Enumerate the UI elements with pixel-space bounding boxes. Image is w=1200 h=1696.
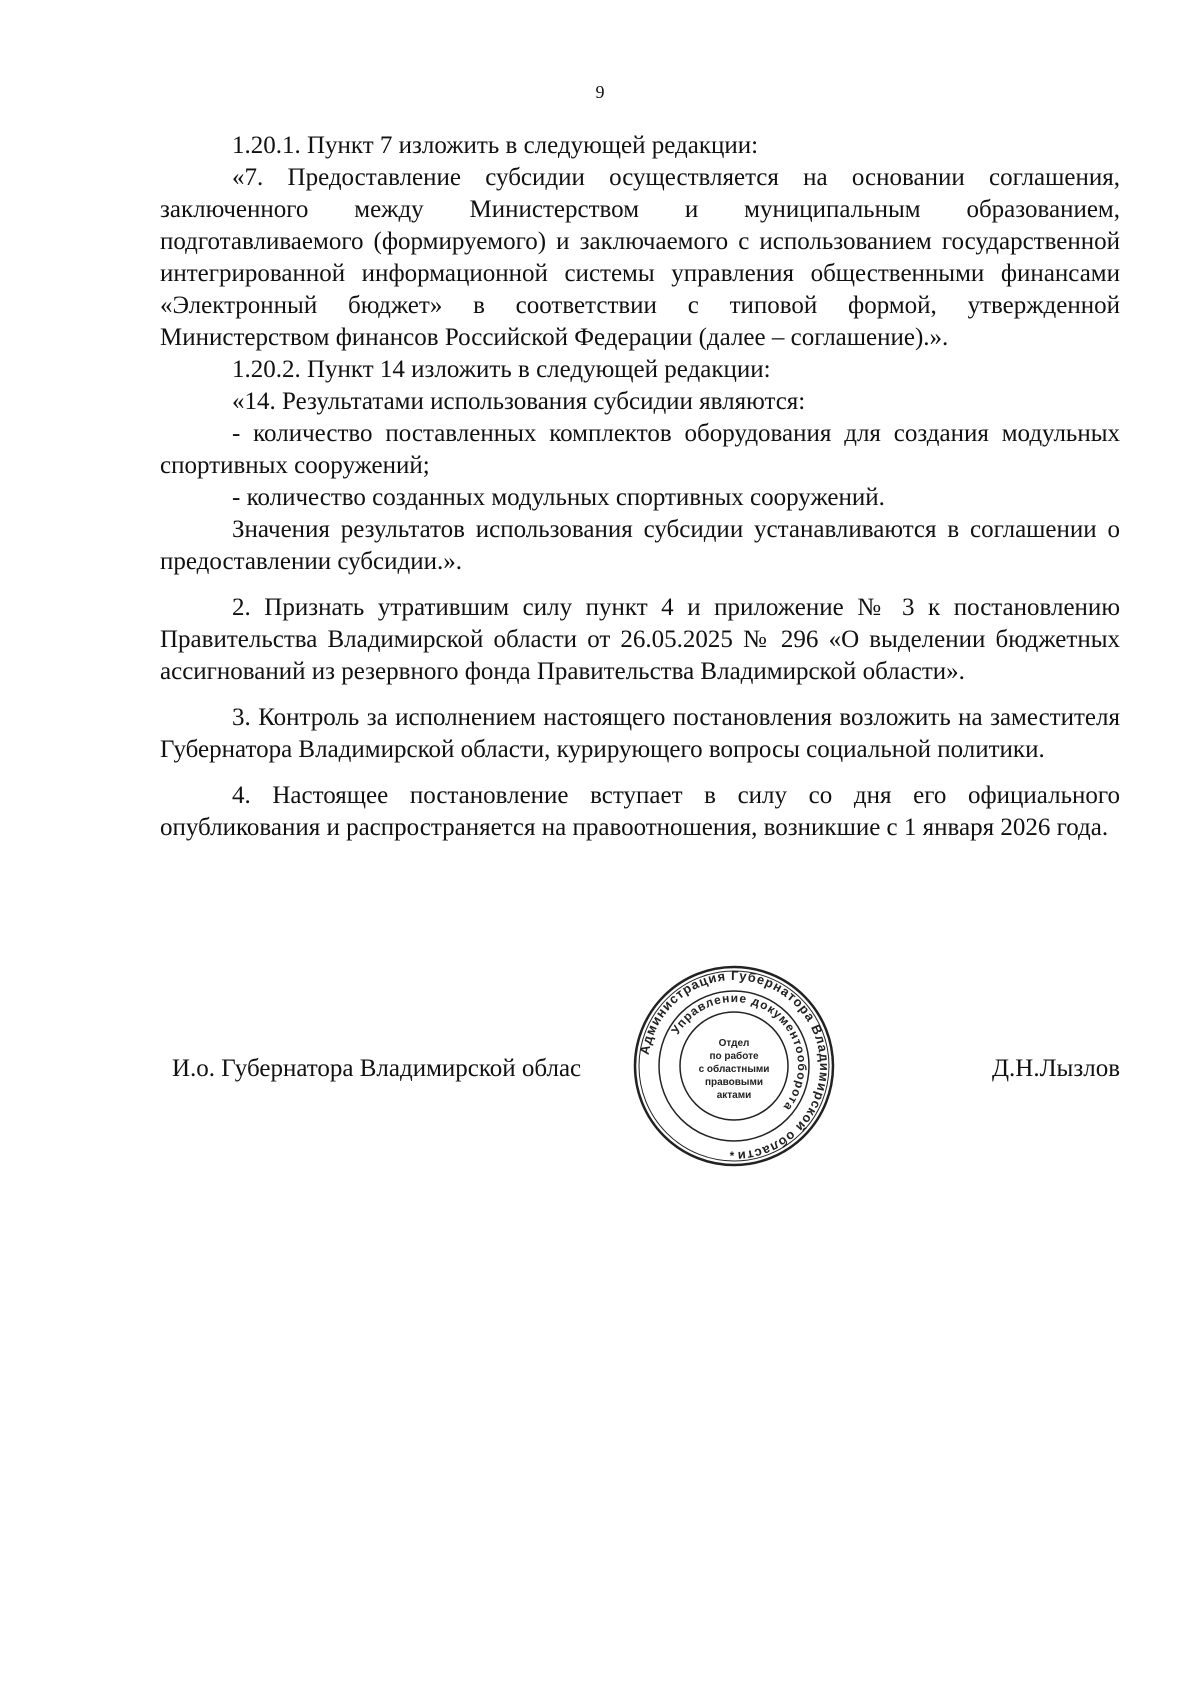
stamp-star: * [729,1149,735,1163]
stamp-inner-text: Управление документооборота [668,990,810,1115]
stamp-center-line-1: Отдел [718,1038,750,1049]
result-item-equipment: - количество поставленных комплектов оборудования для создания модульных спортивных сооружений; [160,420,1120,479]
page-number: 9 [595,82,605,102]
stamp-center-line-2: по работе [709,1051,759,1062]
signatory-title: И.о. Губернатора Владимирской облас [172,1055,582,1082]
stamp-center-line-4: правовыми [704,1077,764,1088]
paragraph-result-values: Значения результатов использования субсидии устанавливаются в соглашении о предоставлении субсидии.». [160,516,1120,575]
paragraph-1-20-1: 1.20.1. Пункт 7 изложить в следующей редакции: [232,132,759,159]
paragraph-1-20-2: 1.20.2. Пункт 14 изложить в следующей редакции: [232,356,771,383]
stamp-center-line-5: актами [716,1090,752,1101]
stamp-outer-text: Администрация Губернатора Владимирской области [636,967,833,1165]
paragraph-2: 2. Признать утратившим силу пункт 4 и приложение № 3 к постановлению Правительства Владимирской области от 26.05.2025 № 296 «О выделении бюджетных ассигнований из резервного фонда Правительства Владимирской области». [160,594,1120,685]
paragraph-3: 3. Контроль за исполнением настоящего постановления возложить на заместителя Губернатора Владимирской области, курирующего вопросы социальной политики. [160,704,1120,763]
paragraph-item-14: «14. Результатами использования субсидии являются: [232,388,806,415]
paragraph-4: 4. Настоящее постановление вступает в силу со дня его официального опубликования и распространяется на правоотношения, возникшие с 1 января 2026 года. [160,782,1120,841]
result-item-facilities: - количество созданных модульных спортивных сооружений. [232,484,885,511]
signature-block [0,1055,1200,1095]
stamp-center-line-3: с областными [698,1064,770,1075]
signatory-name: Д.Н.Лызлов [991,1055,1120,1082]
stamp-seal-icon [632,964,836,1168]
paragraph-item-7: «7. Предоставление субсидии осуществляется на основании соглашения, заключенного между Министерством и муниципальным образованием, подготавливаемого (формируемого) и заключаемого с использованием государственной интегрированной информационной системы управления общественными финансами «Электронный бюджет» в соответствии с типовой формой, утвержденной Министерством финансов Российской Федерации (далее – соглашение).». [160,164,1120,351]
document-body [160,130,1120,844]
official-stamp [632,964,836,1168]
